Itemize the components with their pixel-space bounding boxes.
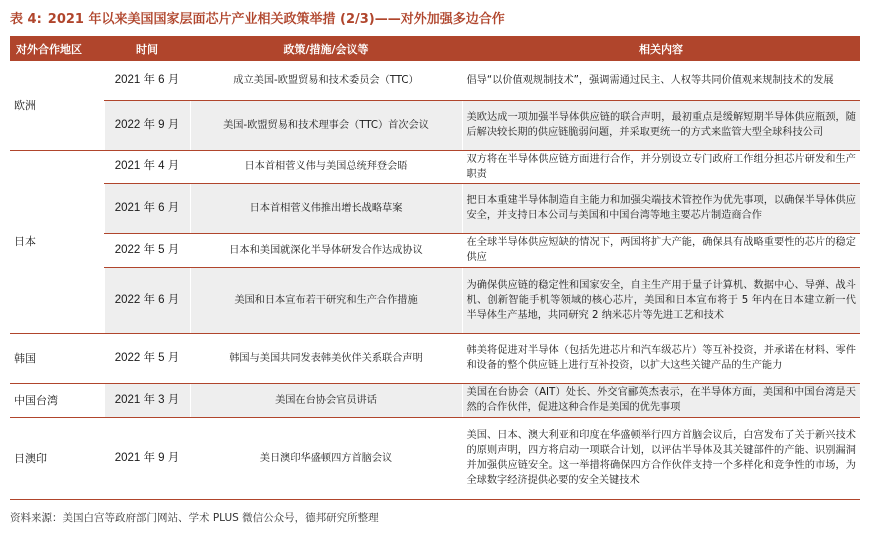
table-row	[10, 150, 860, 183]
measure-cell: 日本和美国就深化半导体研发合作达成协议	[190, 233, 462, 267]
content-cell: 韩美将促进对半导体（包括先进芯片和汽车级芯片）等互补投资，并承诺在材料、零件和设备的整个供应链上进行互补投资，以扩大这些关键产品的生产能力	[462, 333, 860, 383]
table-row	[10, 417, 860, 499]
time-cell: 2021 年 9 月	[104, 417, 190, 499]
table-caption	[10, 9, 505, 31]
table-row	[10, 61, 860, 100]
header-measure: 政策/措施/会议等	[190, 36, 462, 61]
caption-subtitle: 对外加强多边合作	[400, 12, 505, 27]
time-cell: 2022 年 9 月	[104, 100, 190, 150]
measure-cell: 日本首相菅义伟与美国总统拜登会晤	[190, 150, 462, 183]
region-cell-japan: 日本	[10, 150, 104, 333]
table-row	[10, 100, 860, 150]
table-row	[10, 267, 860, 333]
time-cell: 2021 年 6 月	[104, 183, 190, 233]
content-cell: 美国、日本、澳大利亚和印度在华盛顿举行四方首脑会议后，白宫发布了关于新兴技术的原则声明，四方将启动一项联合计划，以评估半导体及其关键部件的产能、识别漏洞并加强供应链安全。这一举措将确保四方合作伙伴支持一个多样化和竞争性的市场，为全球数字经济提供必要的安全关键技术	[462, 417, 860, 499]
measure-cell: 美日澳印华盛顿四方首脑会议	[190, 417, 462, 499]
measure-cell: 日本首相菅义伟推出增长战略草案	[190, 183, 462, 233]
source-note: 资料来源：美国白宫等政府部门网站、学术 PLUS 微信公众号，德邦研究所整理	[10, 512, 379, 524]
content-cell: 美国在台协会（AIT）处长、外交官郦英杰表示，在半导体方面，美国和中国台湾是天然的合作伙伴，促进这种合作是美国的优先事项	[462, 383, 860, 417]
time-cell: 2021 年 6 月	[104, 61, 190, 100]
measure-cell: 韩国与美国共同发表韩美伙伴关系联合声明	[190, 333, 462, 383]
table-row	[10, 333, 860, 383]
region-cell-korea: 韩国	[10, 333, 104, 383]
table-header-row	[10, 36, 860, 61]
measure-cell: 美国和日本宣布若干研究和生产合作措施	[190, 267, 462, 333]
measure-cell: 美国在台协会官员讲话	[190, 383, 462, 417]
caption-title: 2021 年以来美国国家层面芯片产业相关政策举措 (2/3)	[47, 12, 375, 27]
header-region: 对外合作地区	[10, 36, 104, 61]
region-cell-quad: 日澳印	[10, 417, 104, 499]
table-row	[10, 183, 860, 233]
content-cell: 为确保供应链的稳定性和国家安全，自主生产用于量子计算机、数据中心、导弹、战斗机、创新智能手机等领域的核心芯片，美国和日本宣布将于 5 年内在日本建立新一代半导体生产基地，共同研究 2 纳米芯片等先进工艺和技术	[462, 267, 860, 333]
measure-cell: 美国-欧盟贸易和技术理事会（TTC）首次会议	[190, 100, 462, 150]
measure-cell: 成立美国-欧盟贸易和技术委员会（TTC）	[190, 61, 462, 100]
header-content: 相关内容	[462, 36, 860, 61]
time-cell: 2022 年 5 月	[104, 233, 190, 267]
table-row	[10, 233, 860, 267]
region-cell-taiwan: 中国台湾	[10, 383, 104, 417]
content-cell: 双方将在半导体供应链方面进行合作，并分别设立专门政府工作组分担芯片研发和生产职责	[462, 150, 860, 183]
time-cell: 2022 年 5 月	[104, 333, 190, 383]
caption-label: 表 4:	[10, 12, 42, 27]
table-row	[10, 383, 860, 417]
region-cell-europe: 欧洲	[10, 61, 104, 150]
policy-table	[10, 36, 860, 500]
caption-separator: ——	[374, 12, 401, 27]
content-cell: 在全球半导体供应短缺的情况下，两国将扩大产能，确保具有战略重要性的芯片的稳定供应	[462, 233, 860, 267]
header-time: 时间	[104, 36, 190, 61]
content-cell: 美欧达成一项加强半导体供应链的联合声明，最初重点是缓解短期半导体供应瓶颈，随后解决较长期的供应链脆弱问题，并采取更统一的方式来监管大型全球科技公司	[462, 100, 860, 150]
content-cell: 倡导“以价值观规制技术”，强调需通过民主、人权等共同价值观来规制技术的发展	[462, 61, 860, 100]
time-cell: 2021 年 3 月	[104, 383, 190, 417]
content-cell: 把日本重建半导体制造自主能力和加强尖端技术管控作为优先事项，以确保半导体供应安全，并支持日本公司与美国和中国台湾等地主要芯片制造商合作	[462, 183, 860, 233]
time-cell: 2022 年 6 月	[104, 267, 190, 333]
time-cell: 2021 年 4 月	[104, 150, 190, 183]
